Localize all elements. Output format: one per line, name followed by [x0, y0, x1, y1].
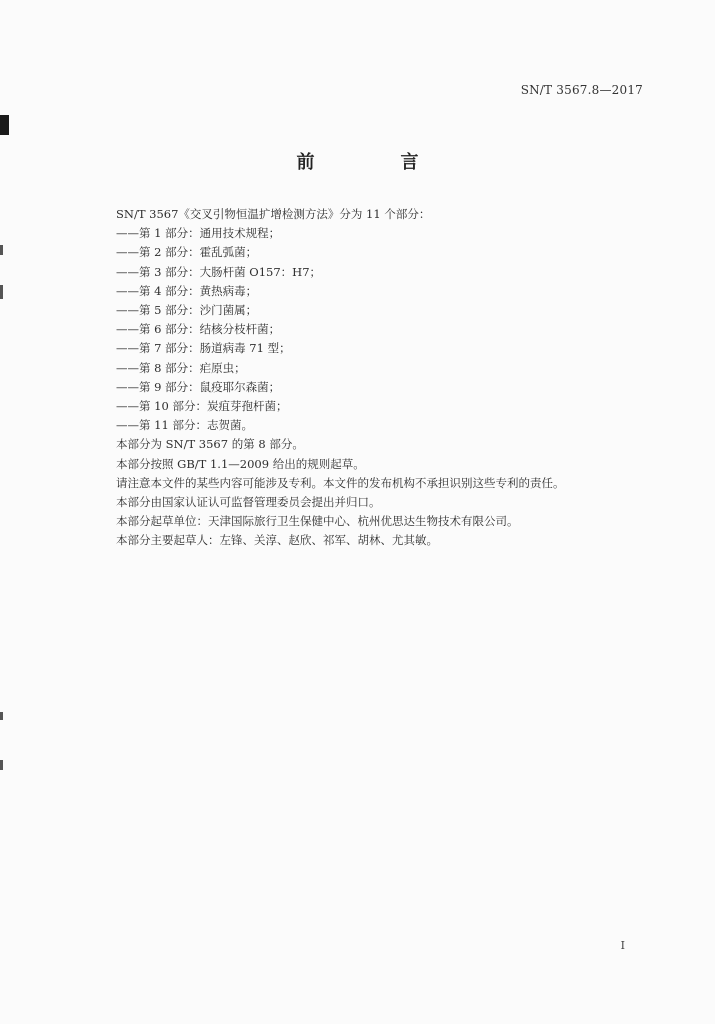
scan-speck	[0, 285, 3, 299]
page-number: I	[620, 939, 625, 952]
statement-paragraph: 请注意本文件的某些内容可能涉及专利。本文件的发布机构不承担识别这些专利的责任。	[116, 475, 565, 490]
part-list-item: ——第 2 部分：霍乱弧菌；	[116, 245, 258, 260]
statement-paragraph: 本部分起草单位：天津国际旅行卫生保健中心、杭州优思达生物技术有限公司。	[116, 514, 519, 529]
part-list-item: ——第 3 部分：大肠杆菌 O157：H7；	[116, 264, 322, 279]
scan-edge-mark	[0, 115, 9, 135]
statement-paragraph: 本部分按照 GB/T 1.1—2009 给出的规则起草。	[116, 456, 365, 471]
statement-paragraph: 本部分由国家认证认可监督管理委员会提出并归口。	[116, 495, 381, 510]
scan-speck	[0, 712, 3, 720]
page-title: 前 言	[296, 152, 453, 173]
part-list-item: ——第 9 部分：鼠疫耶尔森菌；	[116, 379, 281, 394]
scan-speck	[0, 245, 3, 255]
part-list-item: ——第 6 部分：结核分枝杆菌；	[116, 322, 281, 337]
part-list-item: ——第 4 部分：黄热病毒；	[116, 283, 258, 298]
part-list-item: ——第 5 部分：沙门菌属；	[116, 303, 258, 318]
part-list-item: ——第 8 部分：疟原虫；	[116, 360, 246, 375]
intro-paragraph: SN/T 3567《交叉引物恒温扩增检测方法》分为 11 个部分：	[116, 207, 431, 221]
foreword-body	[116, 205, 616, 551]
part-list-item: ——第 1 部分：通用技术规程；	[116, 226, 281, 241]
part-list-item: ——第 11 部分：志贺菌。	[116, 418, 253, 433]
scan-speck	[0, 760, 3, 770]
part-list-item: ——第 7 部分：肠道病毒 71 型；	[116, 341, 291, 356]
standard-code: SN/T 3567.8—2017	[520, 83, 643, 97]
part-list-item: ——第 10 部分：炭疽芽孢杆菌；	[116, 399, 288, 414]
statement-paragraph: 本部分为 SN/T 3567 的第 8 部分。	[116, 437, 304, 452]
statement-paragraph: 本部分主要起草人：左锋、关淳、赵欣、祁军、胡林、尤其敏。	[116, 533, 438, 548]
